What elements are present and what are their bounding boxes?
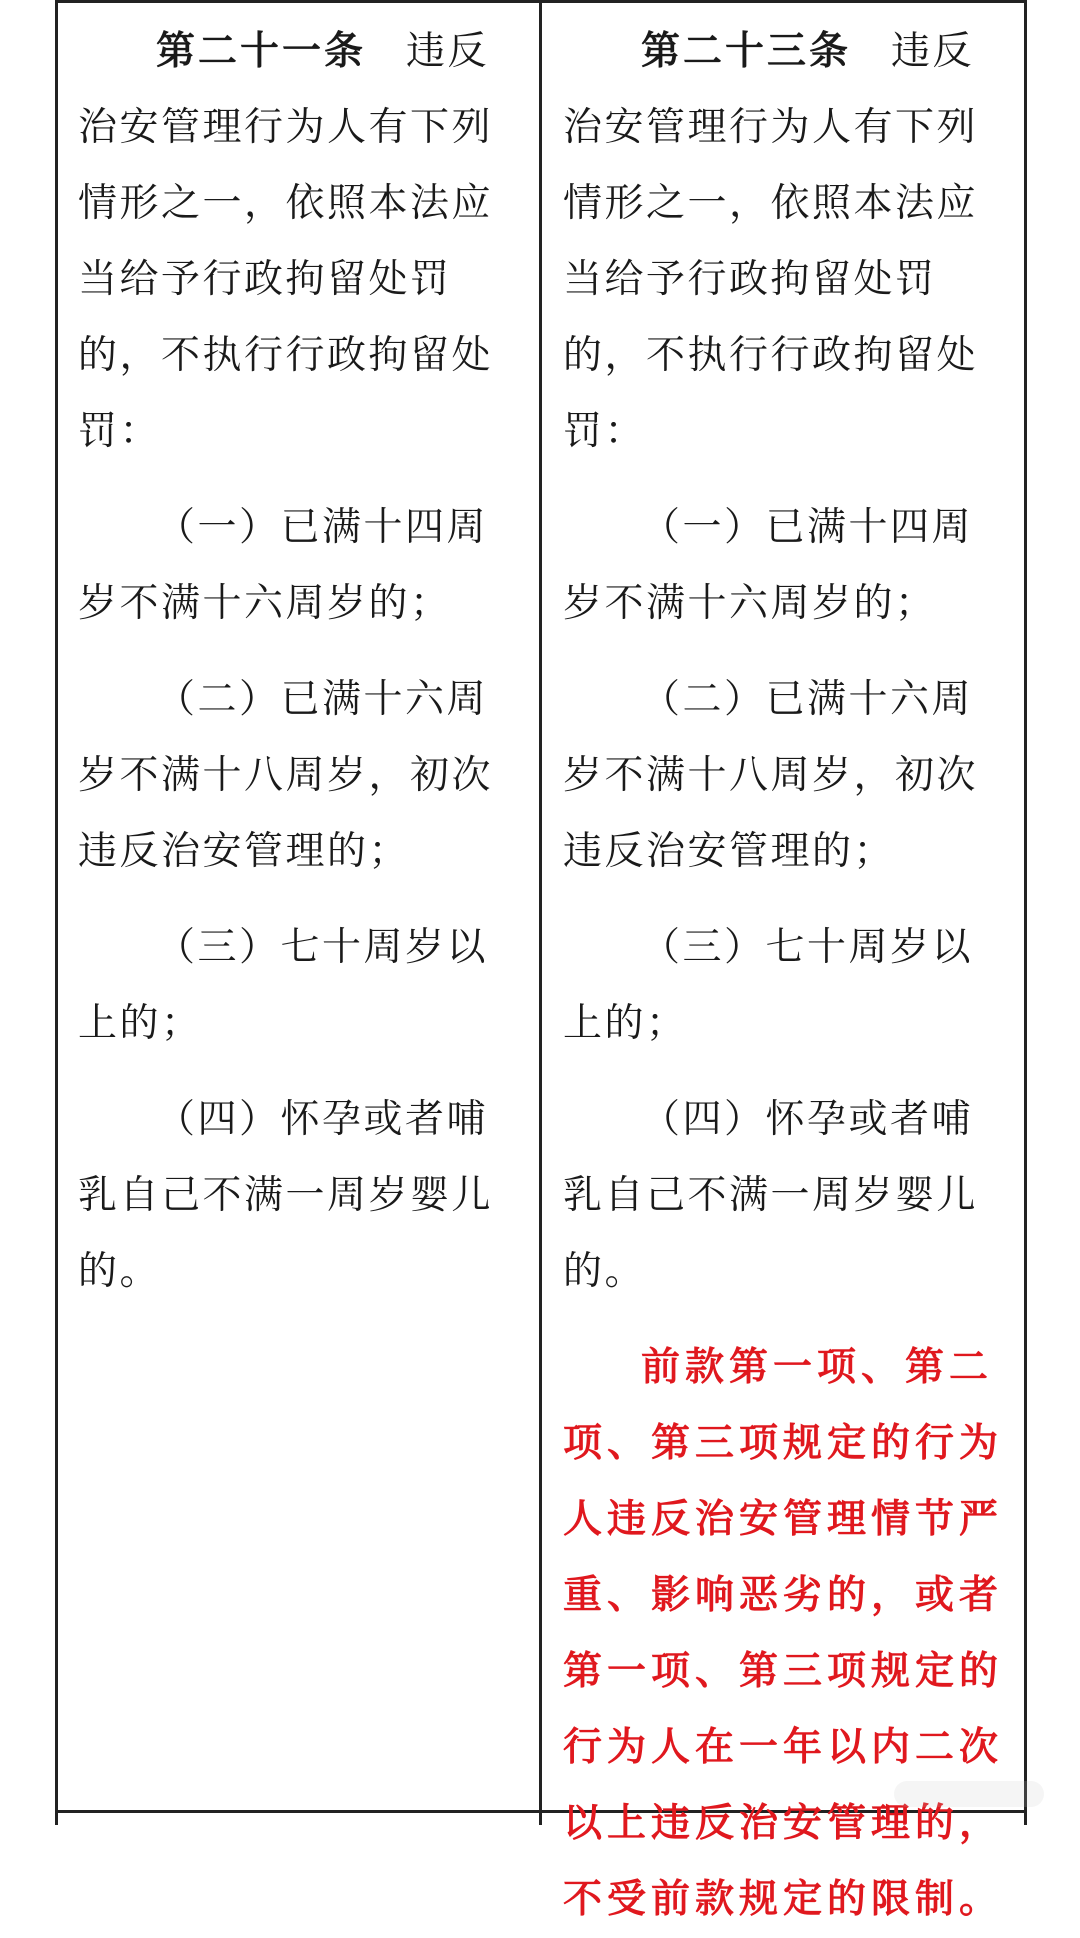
old-item-2: （二）已满十六周岁不满十八周岁，初次违反治安管理的； [78, 677, 494, 874]
old-article-intro [78, 14, 518, 470]
new-article-title: 第二十三条 [641, 29, 852, 74]
new-law-column [563, 14, 1003, 1938]
new-item-4: （四）怀孕或者哺乳自己不满一周岁婴儿的。 [563, 1097, 979, 1294]
new-item-1: （一）已满十四周岁不满十六周岁的； [563, 505, 974, 626]
new-intro-text: 违反治安管理行为人有下列情形之一，依照本法应当给予行政拘留处罚的，不执行行政拘留处罚： [563, 29, 979, 454]
column-divider [539, 0, 542, 1825]
old-article-title: 第二十一条 [156, 29, 367, 74]
old-item-3: （三）七十周岁以上的； [78, 925, 489, 1046]
old-item-4: （四）怀孕或者哺乳自己不满一周岁婴儿的。 [78, 1097, 494, 1294]
new-item-3: （三）七十周岁以上的； [563, 925, 974, 1046]
old-intro-text: 违反治安管理行为人有下列情形之一，依照本法应当给予行政拘留处罚的，不执行行政拘留处罚： [78, 29, 494, 454]
new-article-intro [563, 14, 1003, 470]
new-item-2: （二）已满十六周岁不满十八周岁，初次违反治安管理的； [563, 677, 979, 874]
watermark [894, 1781, 1044, 1807]
new-added-paragraph: 前款第一项、第二项、第三项规定的行为人违反治安管理情节严重、影响恶劣的，或者第一项、第三项规定的行为人在一年以内二次以上违反治安管理的，不受前款规定的限制。 [563, 1345, 1004, 1922]
old-item-1: （一）已满十四周岁不满十六周岁的； [78, 505, 489, 626]
old-law-column [78, 14, 518, 1310]
